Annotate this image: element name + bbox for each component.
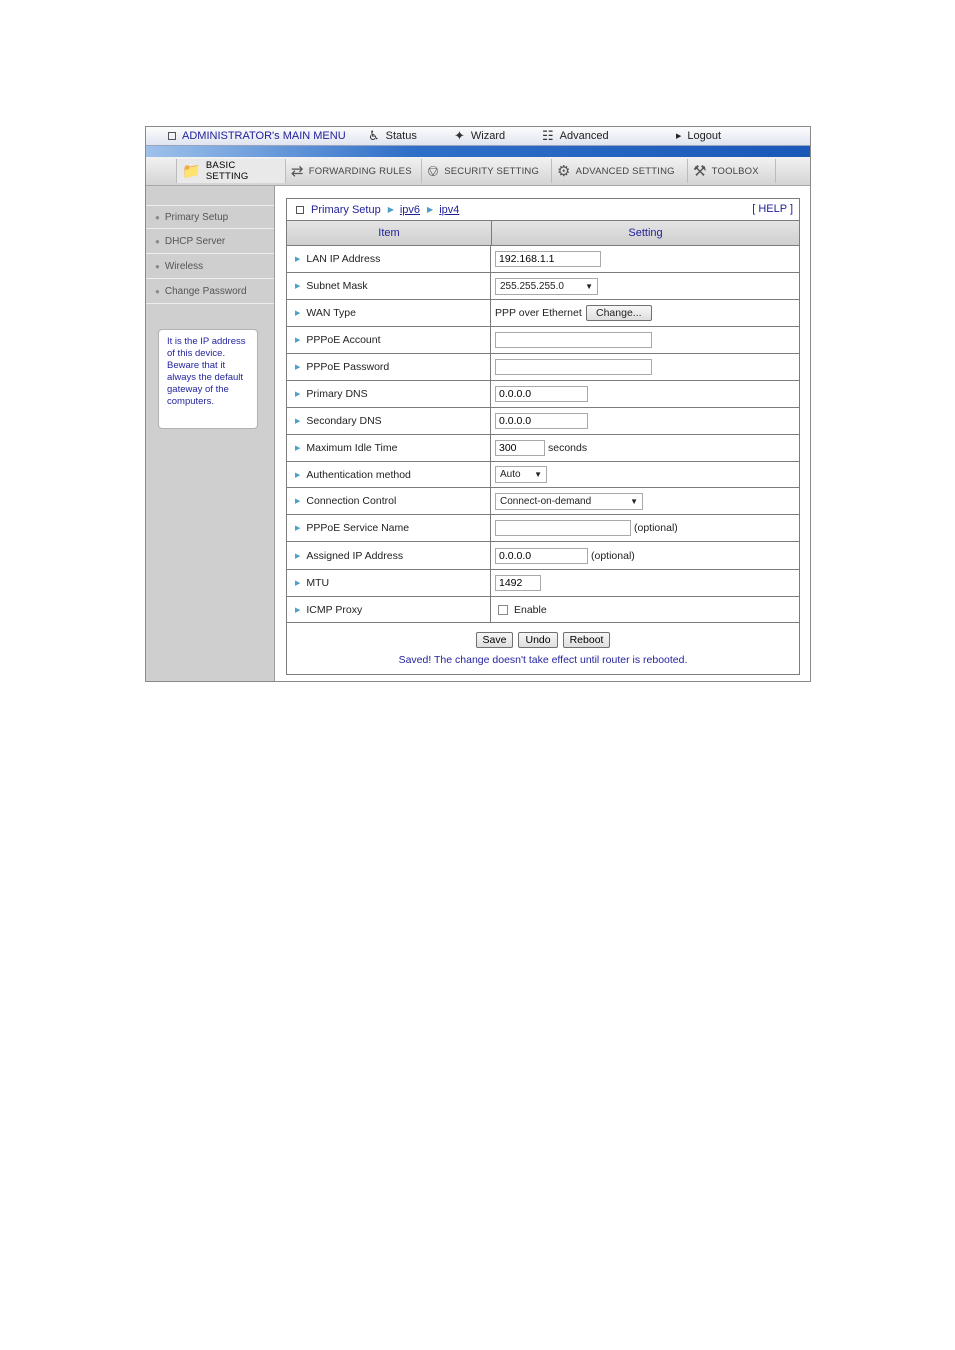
table-row — [287, 488, 799, 515]
row-arrow-icon: ▶ — [295, 256, 301, 263]
row-label-text: WAN Type — [306, 307, 356, 319]
row-arrow-icon: ▶ — [295, 364, 301, 371]
row-arrow-icon: ▶ — [295, 418, 301, 425]
row-value — [492, 354, 799, 380]
top-menu-bar — [146, 127, 810, 146]
undo-button[interactable]: Undo — [518, 632, 557, 648]
row-value — [492, 542, 799, 569]
row-label — [287, 462, 491, 487]
row-label-text: MTU — [306, 577, 330, 589]
advanced-label: Advanced — [559, 130, 609, 142]
tab-advanced-setting[interactable] — [552, 159, 688, 183]
row-label-text: Authentication method — [306, 468, 411, 481]
row-label-text: ICMP Proxy — [306, 603, 363, 616]
row-value — [492, 327, 799, 353]
table-row — [287, 327, 799, 354]
change-wan-type-button[interactable]: Change... — [586, 305, 652, 321]
table-row — [287, 300, 799, 327]
folder-icon: 📁 — [182, 163, 201, 180]
chevron-down-icon: ▼ — [534, 470, 542, 479]
authentication-method-select[interactable] — [495, 466, 547, 483]
row-arrow-icon: ▶ — [295, 525, 301, 532]
logout-arrow-icon: ▶ — [676, 133, 682, 140]
help-tip-text: It is the IP address of this device. Beware that it always the default gateway of the computers. — [167, 336, 246, 407]
row-value — [492, 597, 799, 622]
reboot-button[interactable]: Reboot — [563, 632, 611, 648]
status-label: Status — [385, 130, 417, 142]
subnet-mask-value: 255.255.255.0 — [500, 280, 564, 292]
menu-square-icon — [296, 206, 304, 214]
sidebar-item-change-password[interactable] — [146, 280, 274, 304]
tab-basic-setting[interactable] — [176, 159, 286, 183]
help-tip-box — [158, 329, 258, 429]
form-footer — [287, 623, 799, 674]
arrows-icon: ⇄ — [291, 163, 304, 180]
row-label-text: PPPoE Account — [306, 334, 381, 346]
primary-setup-panel — [286, 198, 800, 675]
row-label — [287, 570, 491, 596]
idle-time-unit: seconds — [548, 442, 588, 454]
row-label-text: Connection Control — [306, 495, 397, 507]
row-label-text: Maximum Idle Time — [306, 442, 398, 454]
row-label — [287, 515, 491, 541]
tab-toolbox-label: TOOLBOX — [711, 165, 759, 177]
row-arrow-icon: ▶ — [295, 498, 301, 505]
table-row — [287, 246, 799, 273]
logout-label: Logout — [687, 130, 722, 142]
chevron-down-icon: ▼ — [585, 281, 593, 291]
row-arrow-icon: ▶ — [295, 337, 301, 344]
assigned-ip-input[interactable] — [495, 548, 588, 564]
row-label — [287, 381, 491, 407]
table-row — [287, 408, 799, 435]
tab-advanced-label: ADVANCED SETTING — [575, 165, 675, 177]
breadcrumb — [287, 199, 799, 221]
row-label — [287, 273, 491, 299]
row-label-text: Primary DNS — [306, 388, 368, 400]
tab-forwarding-label: FORWARDING RULES — [308, 165, 412, 177]
breadcrumb-ipv4-link[interactable]: ipv4 — [439, 203, 460, 216]
wizard-icon: ✦ — [454, 128, 465, 143]
saved-status-message: Saved! The change doesn't take effect until router is rebooted. — [398, 654, 688, 666]
optional-note: (optional) — [634, 522, 678, 534]
row-label — [287, 435, 491, 461]
lan-ip-input[interactable] — [495, 251, 601, 267]
row-label — [287, 597, 491, 622]
pppoe-password-input[interactable] — [495, 359, 652, 375]
table-row — [287, 381, 799, 408]
mtu-input[interactable] — [495, 575, 541, 591]
sidebar-item-dhcp-server[interactable] — [146, 230, 274, 254]
breadcrumb-primary-setup: Primary Setup — [311, 203, 381, 216]
row-label — [287, 327, 491, 353]
authentication-method-value: Auto — [500, 469, 521, 480]
row-arrow-icon: ▶ — [295, 391, 301, 398]
optional-note: (optional) — [591, 549, 635, 562]
bullet-icon: ● — [155, 262, 160, 271]
status-menu-item[interactable] — [368, 130, 417, 142]
icmp-proxy-checkbox[interactable] — [498, 605, 508, 615]
advanced-menu-item[interactable] — [542, 130, 609, 142]
tab-toolbox[interactable] — [688, 159, 776, 183]
icmp-proxy-enable-label: Enable — [514, 603, 547, 616]
table-row — [287, 597, 799, 623]
main-tab-bar — [146, 157, 810, 186]
wan-type-value: PPP over Ethernet — [495, 307, 582, 319]
row-label — [287, 542, 491, 569]
row-label — [287, 354, 491, 380]
connection-control-select[interactable] — [495, 493, 643, 510]
router-admin-window — [145, 126, 811, 682]
row-arrow-icon: ▶ — [295, 552, 301, 560]
row-label — [287, 246, 491, 272]
table-row — [287, 435, 799, 462]
header-stripe — [146, 146, 810, 157]
table-row — [287, 462, 799, 488]
toolbox-icon: ⚒ — [693, 163, 707, 180]
sidebar-item-label: Change Password — [164, 286, 247, 297]
sidebar-item-primary-setup[interactable] — [146, 205, 274, 229]
sidebar — [146, 186, 275, 681]
column-header-setting: Setting — [628, 227, 663, 239]
row-value — [492, 300, 799, 326]
breadcrumb-ipv6-link[interactable]: ipv6 — [399, 203, 421, 216]
row-value — [492, 435, 799, 461]
tab-security-setting[interactable] — [422, 159, 552, 183]
row-value — [492, 515, 799, 541]
tab-basic-label: BASIC SETTING — [205, 160, 249, 182]
table-row — [287, 542, 799, 570]
row-label-text: LAN IP Address — [306, 253, 381, 265]
bullet-icon: ● — [155, 212, 160, 222]
primary-dns-input[interactable] — [495, 386, 588, 402]
connection-control-value: Connect-on-demand — [500, 495, 592, 507]
save-button[interactable]: Save — [476, 632, 514, 648]
table-header — [287, 221, 799, 246]
row-label — [287, 300, 491, 326]
row-label — [287, 488, 491, 514]
row-label-text: Subnet Mask — [306, 280, 368, 292]
main-menu-title — [168, 130, 346, 142]
tab-forwarding-rules[interactable] — [286, 159, 422, 183]
row-arrow-icon: ▶ — [295, 310, 301, 317]
secondary-dns-input[interactable] — [495, 413, 588, 429]
pppoe-service-name-input[interactable] — [495, 520, 631, 536]
help-link[interactable]: [ HELP ] — [752, 203, 793, 215]
pppoe-account-input[interactable] — [495, 332, 652, 348]
logout-menu-item[interactable] — [676, 130, 721, 142]
gear-icon: ⚙ — [557, 163, 571, 180]
row-value — [492, 408, 799, 434]
sidebar-item-wireless[interactable] — [146, 255, 274, 279]
table-row — [287, 354, 799, 381]
row-value — [492, 570, 799, 596]
row-arrow-icon: ▶ — [295, 606, 301, 614]
row-value — [492, 246, 799, 272]
advanced-icon: ☷ — [542, 128, 554, 143]
bullet-icon: ● — [155, 287, 160, 296]
breadcrumb-arrow-icon: ▶ — [427, 205, 434, 214]
table-row — [287, 273, 799, 300]
row-arrow-icon: ▶ — [295, 445, 301, 452]
column-header-item: Item — [287, 221, 492, 245]
row-label — [287, 408, 491, 434]
row-arrow-icon: ▶ — [295, 580, 301, 587]
sidebar-item-label: Primary Setup — [164, 211, 229, 223]
status-icon: ♿ — [368, 128, 380, 143]
bullet-icon: ● — [155, 237, 160, 246]
row-label-text: PPPoE Password — [306, 361, 390, 373]
row-value — [492, 273, 799, 299]
row-label-text: Secondary DNS — [306, 415, 382, 427]
sidebar-item-label: Wireless — [164, 261, 204, 272]
subnet-mask-select[interactable] — [495, 278, 598, 295]
wizard-label: Wizard — [470, 130, 506, 142]
breadcrumb-arrow-icon: ▶ — [387, 205, 394, 214]
row-value — [492, 462, 799, 487]
row-arrow-icon: ▶ — [295, 283, 301, 290]
sidebar-item-label: DHCP Server — [164, 236, 226, 247]
row-label-text: Assigned IP Address — [306, 549, 404, 562]
wizard-menu-item[interactable] — [454, 130, 505, 142]
row-value — [492, 488, 799, 514]
tab-security-label: SECURITY SETTING — [444, 165, 540, 177]
table-row — [287, 570, 799, 597]
main-menu-label: ADMINISTRATOR's MAIN MENU — [182, 130, 346, 142]
row-label-text: PPPoE Service Name — [306, 522, 410, 534]
chevron-down-icon: ▼ — [630, 496, 638, 506]
action-buttons — [287, 632, 799, 648]
table-row — [287, 515, 799, 542]
row-arrow-icon: ▶ — [295, 471, 301, 479]
menu-square-icon — [168, 132, 176, 140]
lock-icon: ⎊ — [427, 162, 440, 180]
row-value — [492, 381, 799, 407]
idle-time-input[interactable] — [495, 440, 545, 456]
